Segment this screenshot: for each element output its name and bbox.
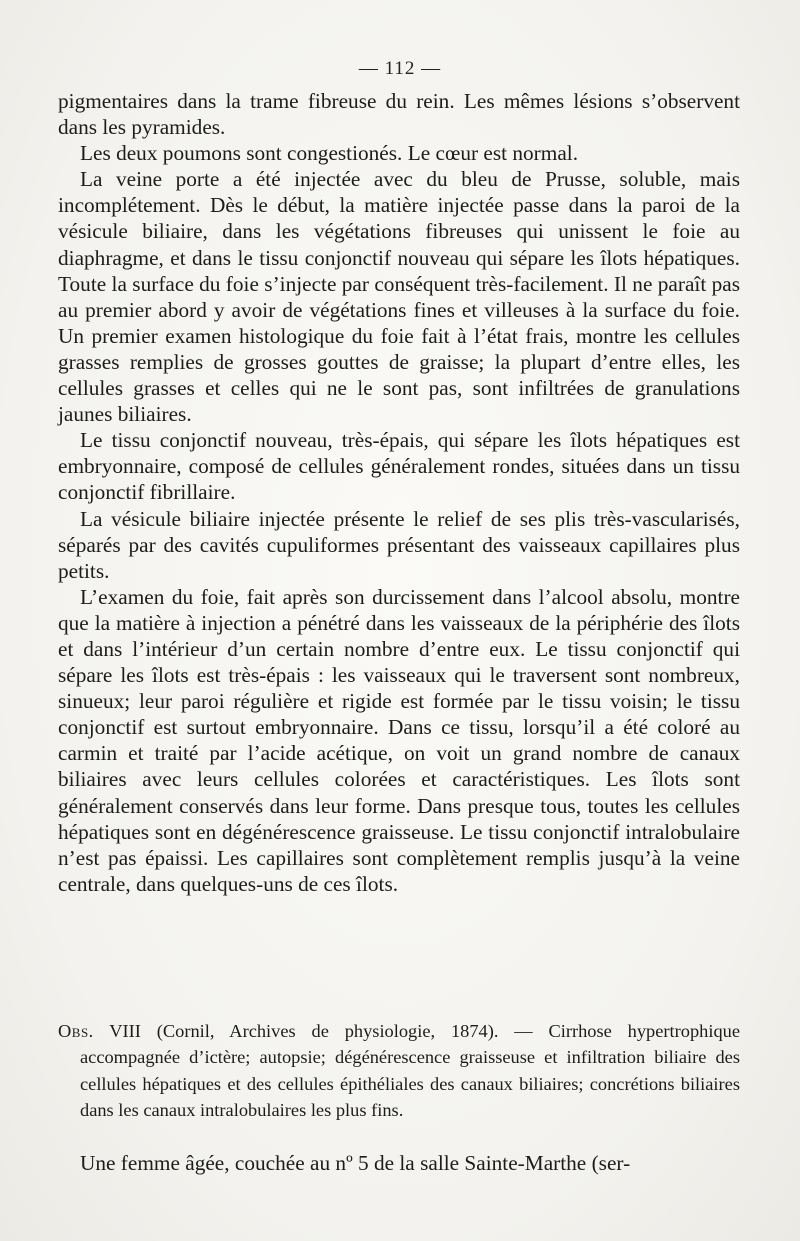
observation-heading [58,1018,740,1124]
paragraph-patient: Une femme âgée, couchée au nº 5 de la salle Sainte-Marthe (ser- [80,1151,631,1175]
observation-label: Obs. [58,1021,94,1041]
paragraph-lungs: Les deux poumons sont congestionés. Le cœur est normal. [80,141,579,166]
paragraph-continuation: pigmentaires dans la trame fibreuse du rein. Les mêmes lésions s’observent dans les pyramides. [58,89,740,140]
main-text [58,88,740,897]
paragraph-connective-tissue: Le tissu conjonctif nouveau, très-épais, qui sépare les îlots hépatiques est embryonnaire, composé de cellules généralement rondes, situées dans un tissu conjonctif fibrillaire. [58,428,740,505]
observation-block [58,1018,740,1124]
paragraph-gallbladder: La vésicule biliaire injectée présente le relief de ses plis très-vascularisés, séparés par des cavités cupuliformes présentant des vaisseaux capillaires plus petits. [58,506,740,583]
page-number: — 112 — [358,58,442,79]
observation-text: VIII (Cornil, Archives de physiologie, 1874). — Cirrhose hypertrophique accompagnée d’ictère; autopsie; dégénérescence graisseuse et infiltration biliaire des cellules hépatiques et des cellules épithéliales des canaux biliaires; concrétions biliaires dans les canaux intralobulaires les plus fins. [80,1021,741,1121]
paragraph-portal-vein: La veine porte a été injectée avec du bleu de Prusse, soluble, mais incomplétement. Dès le début, la matière injectée passe dans la paroi de la vésicule biliaire, dans les végétations fibreuses qui unissent le foie au diaphragme, et dans le tissu conjonctif nouveau qui sépare les îlots hépatiques. Toute la surface du foie s’injecte par conséquent très-facilement. Il ne paraît pas au premier abord y avoir de végétations fines et villeuses à la surface du foie. Un premier examen histologique du foie fait à l’état frais, montre les cellules grasses remplies de grosses gouttes de graisse; la plupart d’entre elles, les cellules grasses et celles qui ne le sont pas, sont infiltrées de granulations jaunes biliaires. [58,167,740,427]
paragraph-liver-exam: L’examen du foie, fait après son durcissement dans l’alcool absolu, montre que la matière à injection a pénétré dans les vaisseaux de la périphérie des îlots et dans l’intérieur d’un certain nombre d’entre eux. Le tissu conjonctif qui sépare les îlots est très-épais : les vaisseaux qui le traversent sont nombreux, sinueux; leur paroi régulière et rigide est formée par le tissu voisin; le tissu conjonctif est surtout embryonnaire. Dans ce tissu, lorsqu’il a été coloré au carmin et traité par l’acide acétique, on voit un grand nombre de canaux biliaires avec leurs cellules colorées et caractéristiques. Les îlots sont généralement conservés dans leur forme. Dans presque tous, toutes les cellules hépatiques sont en dégénérescence graisseuse. Le tissu conjonctif intralobulaire n’est pas épaissi. Les capillaires sont complètement remplis jusqu’à la veine centrale, dans quelques-uns de ces îlots. [58,584,740,896]
